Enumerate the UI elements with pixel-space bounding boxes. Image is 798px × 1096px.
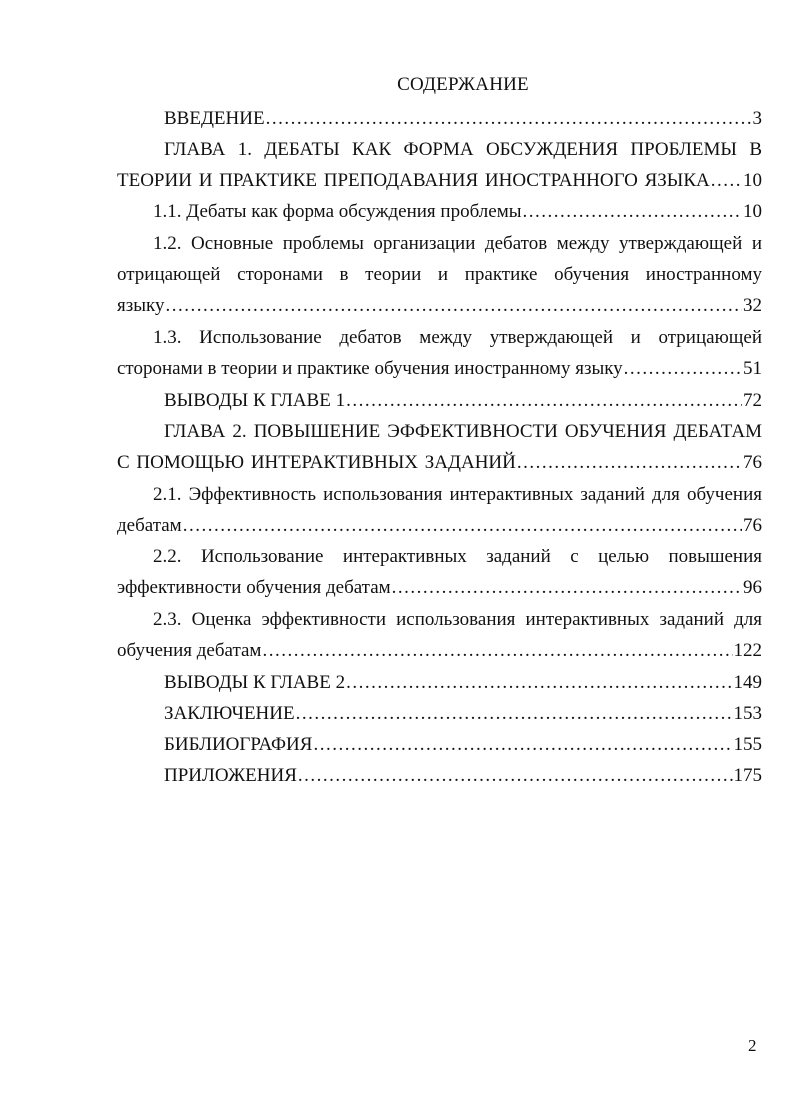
toc-entry-title-line: 1.2. Основные проблемы организации дебатов между утверждающей и [153,233,762,254]
toc-entry-title-line: сторонами в теории и практике обучения иностранному языку [117,358,623,380]
page-number: 2 [748,1036,757,1055]
toc-entry-title: ВВЕДЕНИЕ [164,108,265,129]
dot-leader [296,698,733,729]
toc-page-number: 10 [743,170,762,192]
toc-entry-section-1-3 [117,322,762,384]
toc-entry-title-line: эффективности обучения дебатам [117,577,391,599]
toc-entry-title: ВЫВОДЫ К ГЛАВЕ 2 [164,672,346,693]
toc-entry-conclusion [117,698,762,729]
dot-leader [262,635,732,666]
toc-page-number: 72 [743,390,762,411]
toc-page-number: 3 [752,108,762,129]
toc-page-number: 76 [743,515,762,537]
toc-entry-title-line: 1.3. Использование дебатов между утверждающей и отрицающей [153,327,762,348]
toc-entry-title-line: С ПОМОЩЬЮ ИНТЕРАКТИВНЫХ ЗАДАНИЙ [117,452,516,474]
toc-page-number: 122 [733,640,762,662]
toc-entry-title-line: дебатам [117,515,182,537]
toc-entry-appendices [117,760,762,791]
toc-entry-title-line: ГЛАВА 2. ПОВЫШЕНИЕ ЭФФЕКТИВНОСТИ ОБУЧЕНИЯ ДЕБАТАМ [164,421,762,442]
toc-entry-section-2-1 [117,479,762,541]
toc-entry-chapter-2 [117,416,762,478]
dot-leader [346,667,732,698]
toc-page-number: 96 [743,577,762,599]
page-title: СОДЕРЖАНИЕ [397,74,529,95]
dot-leader [624,353,742,384]
dot-leader [346,385,742,416]
toc-entry-title: ПРИЛОЖЕНИЯ [164,765,297,786]
toc-entry-conclusions-1 [117,385,762,416]
toc-page-number: 153 [733,703,762,724]
toc-entry-title-line: 2.1. Эффективность использования интерактивных заданий для обучения [153,484,762,505]
toc-page-number: 51 [743,358,762,380]
toc-entry-title-line: ТЕОРИИ И ПРАКТИКЕ ПРЕПОДАВАНИЯ ИНОСТРАННОГО ЯЗЫКА [117,170,710,192]
toc-entry-title-line: обучения дебатам [117,640,262,662]
dot-leader [522,196,742,227]
toc-entry-introduction [117,103,762,134]
toc-entry-section-2-3 [117,604,762,666]
toc-entry-title-line: языку [117,295,165,317]
dot-leader [298,760,733,791]
dot-leader [165,290,742,321]
dot-leader [183,510,742,541]
toc-entry-title: 1.1. Дебаты как форма обсуждения проблемы [153,201,522,222]
toc-page-number: 149 [733,672,762,693]
toc-entry-chapter-1 [117,134,762,196]
toc-entry-section-2-2 [117,541,762,603]
toc-entry-section-1-2 [117,228,762,322]
dot-leader [392,572,742,603]
toc-entry-title-line: отрицающей сторонами в теории и практике обучения иностранному [117,264,762,286]
dot-leader [313,729,732,760]
dot-leader [517,447,742,478]
toc-page-number: 76 [743,452,762,474]
toc-page-number: 155 [733,734,762,755]
toc-entry-title: БИБЛИОГРАФИЯ [164,734,313,755]
toc-entry-title-line: ГЛАВА 1. ДЕБАТЫ КАК ФОРМА ОБСУЖДЕНИЯ ПРОБЛЕМЫ В [164,139,762,160]
toc-entry-section-1-1 [117,196,762,227]
dot-leader [711,165,742,196]
toc-entry-conclusions-2 [117,667,762,698]
toc-entry-title-line: 2.3. Оценка эффективности использования интерактивных заданий для [153,609,762,630]
toc-page-number: 175 [733,765,762,786]
toc-entry-title: ВЫВОДЫ К ГЛАВЕ 1 [164,390,346,411]
toc-page-number: 10 [743,201,762,222]
toc-page-number: 32 [743,295,762,317]
dot-leader [266,103,752,134]
toc-entry-title: ЗАКЛЮЧЕНИЕ [164,703,295,724]
toc-entry-bibliography [117,729,762,760]
toc-entry-title-line: 2.2. Использование интерактивных заданий с целью повышения [153,546,762,567]
